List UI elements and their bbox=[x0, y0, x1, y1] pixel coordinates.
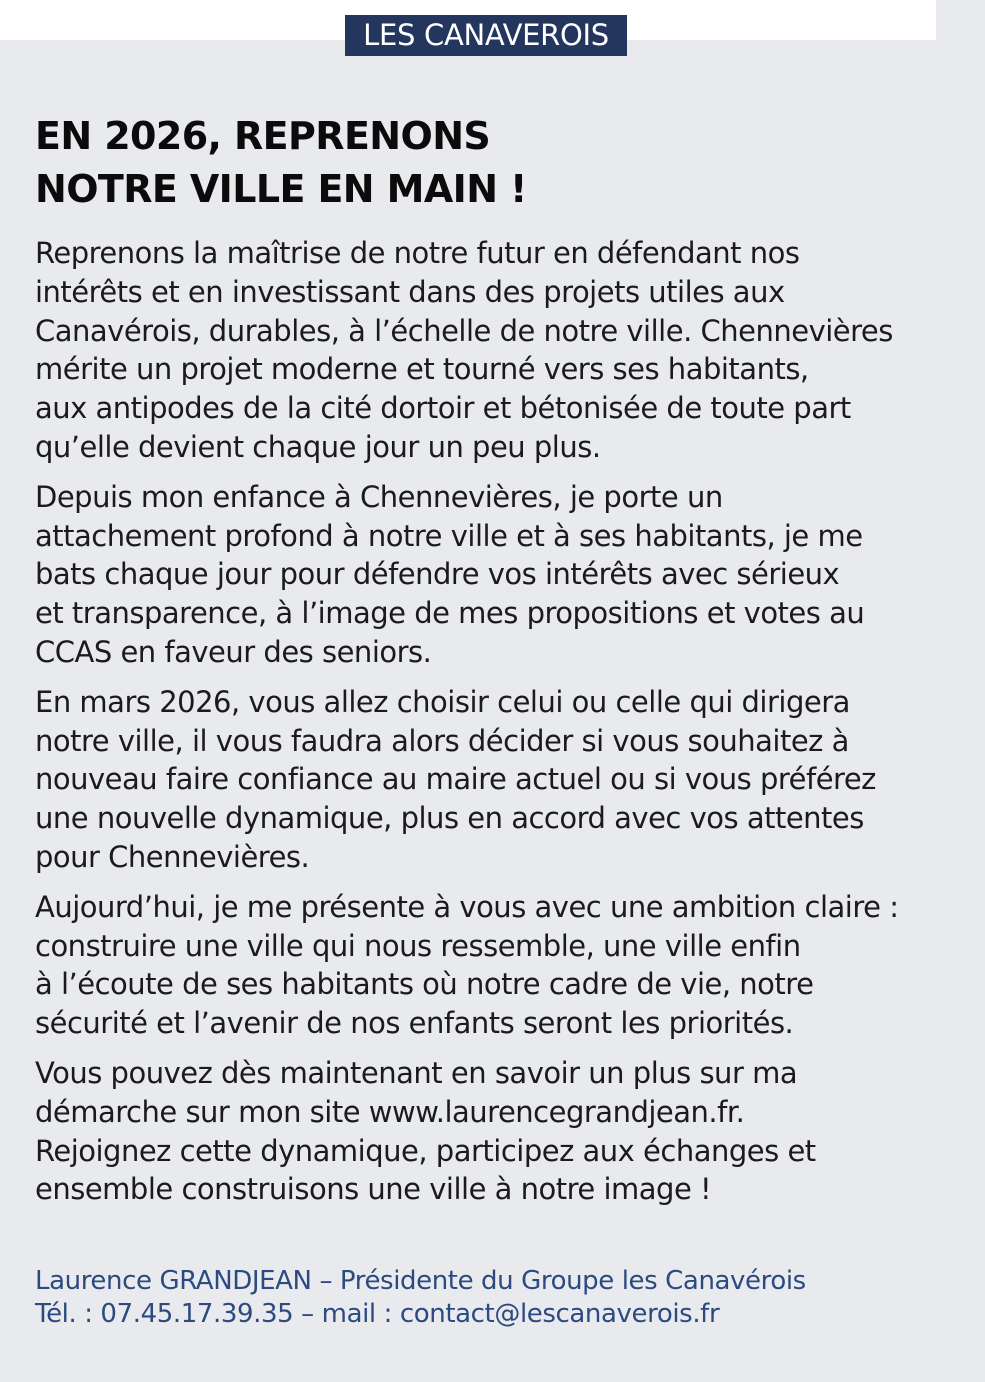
text-line: démarche sur mon site www.laurencegrandjean.fr. bbox=[35, 1094, 745, 1129]
text-line: pour Chennevières. bbox=[35, 839, 310, 874]
text-line: ensemble construisons une ville à notre image ! bbox=[35, 1172, 712, 1207]
paragraph-2 bbox=[35, 478, 965, 672]
text-line: En mars 2026, vous allez choisir celui ou celle qui dirigera bbox=[35, 684, 850, 719]
text-line: nouveau faire confiance au maire actuel ou si vous préférez bbox=[35, 762, 876, 797]
text-line: intérêts et en investissant dans des projets utiles aux bbox=[35, 274, 785, 309]
article-body bbox=[35, 234, 965, 1220]
headline bbox=[35, 110, 935, 216]
text-line: Aujourd’hui, je me présente à vous avec une ambition claire : bbox=[35, 889, 899, 924]
text-line: une nouvelle dynamique, plus en accord avec vos attentes bbox=[35, 801, 864, 836]
section-tag: LES CANAVEROIS bbox=[345, 15, 627, 56]
signature-block bbox=[35, 1265, 965, 1331]
text-line: Canavérois, durables, à l’échelle de notre ville. Chennevières bbox=[35, 313, 893, 348]
text-line: Depuis mon enfance à Chennevières, je porte un bbox=[35, 479, 723, 514]
text-line: qu’elle devient chaque jour un peu plus. bbox=[35, 429, 601, 464]
text-line: notre ville, il vous faudra alors décider si vous souhaitez à bbox=[35, 723, 849, 758]
text-line: construire une ville qui nous ressemble, une ville enfin bbox=[35, 928, 801, 963]
headline-line-1: EN 2026, REPRENONS bbox=[35, 114, 491, 158]
text-line: sécurité et l’avenir de nos enfants seront les priorités. bbox=[35, 1006, 794, 1041]
text-line: aux antipodes de la cité dortoir et bétonisée de toute part bbox=[35, 391, 851, 426]
text-line: CCAS en faveur des seniors. bbox=[35, 634, 432, 669]
text-line: Vous pouvez dès maintenant en savoir un plus sur ma bbox=[35, 1055, 798, 1090]
paragraph-5 bbox=[35, 1054, 965, 1209]
text-line: à l’écoute de ses habitants où notre cadre de vie, notre bbox=[35, 967, 814, 1002]
paragraph-1 bbox=[35, 234, 965, 467]
text-line: mérite un projet moderne et tourné vers ses habitants, bbox=[35, 352, 809, 387]
text-line: Reprenons la maîtrise de notre futur en défendant nos bbox=[35, 236, 800, 270]
signature-contact: Tél. : 07.45.17.39.35 – mail : contact@lescanaverois.fr bbox=[35, 1299, 720, 1329]
paragraph-4 bbox=[35, 888, 965, 1043]
headline-line-2: NOTRE VILLE EN MAIN ! bbox=[35, 167, 527, 211]
text-line: et transparence, à l’image de mes propositions et votes au bbox=[35, 596, 865, 631]
text-line: bats chaque jour pour défendre vos intérêts avec sérieux bbox=[35, 557, 840, 592]
text-line: Rejoignez cette dynamique, participez aux échanges et bbox=[35, 1133, 816, 1168]
paragraph-3 bbox=[35, 683, 965, 877]
signature-name: Laurence GRANDJEAN – Présidente du Groupe les Canavérois bbox=[35, 1266, 806, 1296]
text-line: attachement profond à notre ville et à ses habitants, je me bbox=[35, 518, 863, 553]
